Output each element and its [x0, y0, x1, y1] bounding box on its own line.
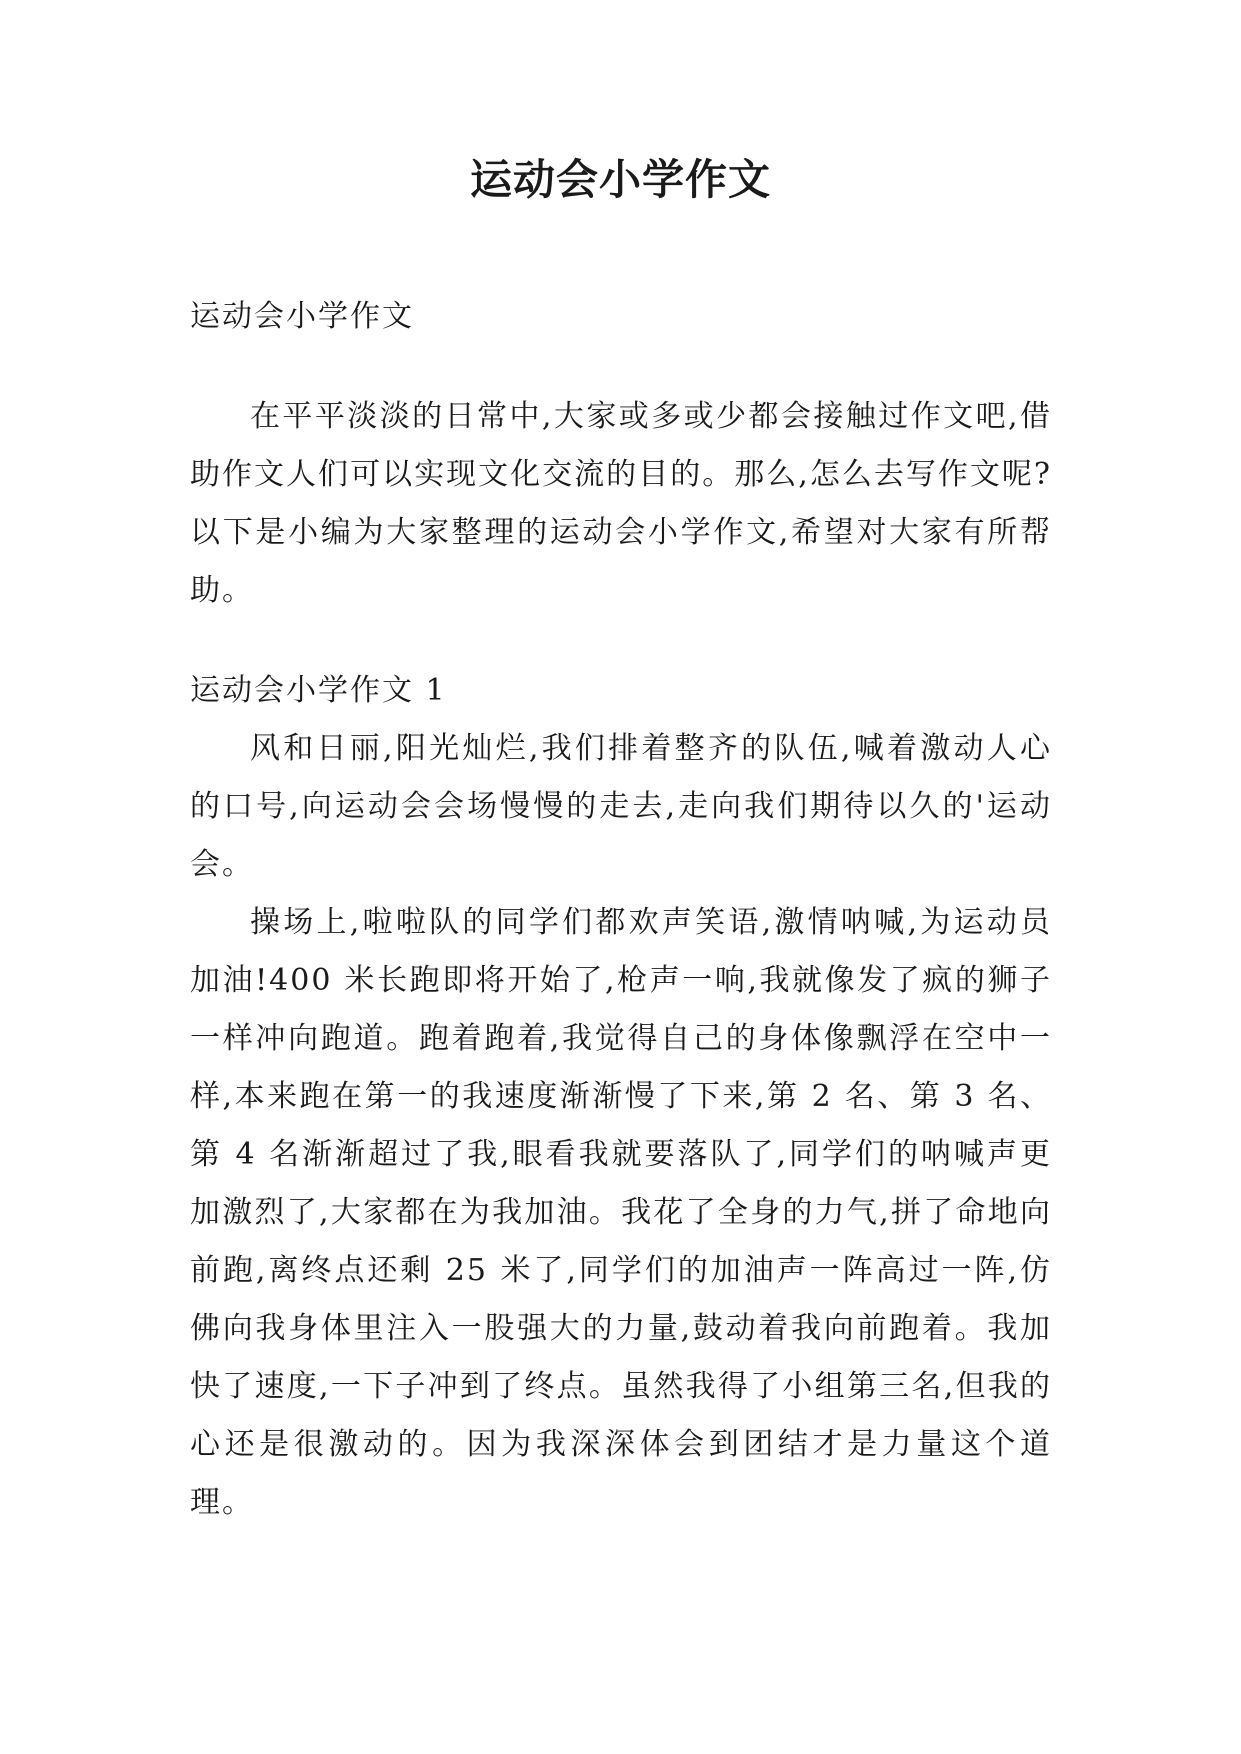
document-title: 运动会小学作文 [469, 155, 771, 204]
body-paragraph: 操场上,啦啦队的同学们都欢声笑语,激情呐喊,为运动员加油!400 米长跑即将开始了,枪声一响,我就像发了疯的狮子一样冲向跑道。跑着跑着,我觉得自己的身体像飘浮在空中一样,本来跑在第一的我速度渐渐慢了下来,第 2 名、第 3 名、第 4 名渐渐超过了我,眼看我就要落队了,同学们的呐喊声更加激烈了,大家都在为我加油。我花了全身的力气,拼了命地向前跑,离终点还剩 25 米了,同学们的加油声一阵高过一阵,仿佛向我身体里注入一股强大的力量,鼓动着我向前跑着。我加快了速度,一下子冲到了终点。虽然我得了小组第三名,但我的心还是很激动的。因为我深深体会到团结才是力量这个道理。 [190, 905, 1052, 1520]
section-heading: 运动会小学作文 1 [190, 673, 447, 708]
document-subtitle: 运动会小学作文 [190, 299, 414, 334]
document-body [190, 288, 1052, 1532]
body-paragraph: 风和日丽,阳光灿烂,我们排着整齐的队伍,喊着激动人心的口号,向运动会会场慢慢的走去,走向我们期待以久的'运动会。 [190, 731, 1052, 882]
intro-paragraph: 在平平淡淡的日常中,大家或多或少都会接触过作文吧,借助作文人们可以实现文化交流的目的。那么,怎么去写作文呢?以下是小编为大家整理的运动会小学作文,希望对大家有所帮助。 [190, 399, 1052, 608]
